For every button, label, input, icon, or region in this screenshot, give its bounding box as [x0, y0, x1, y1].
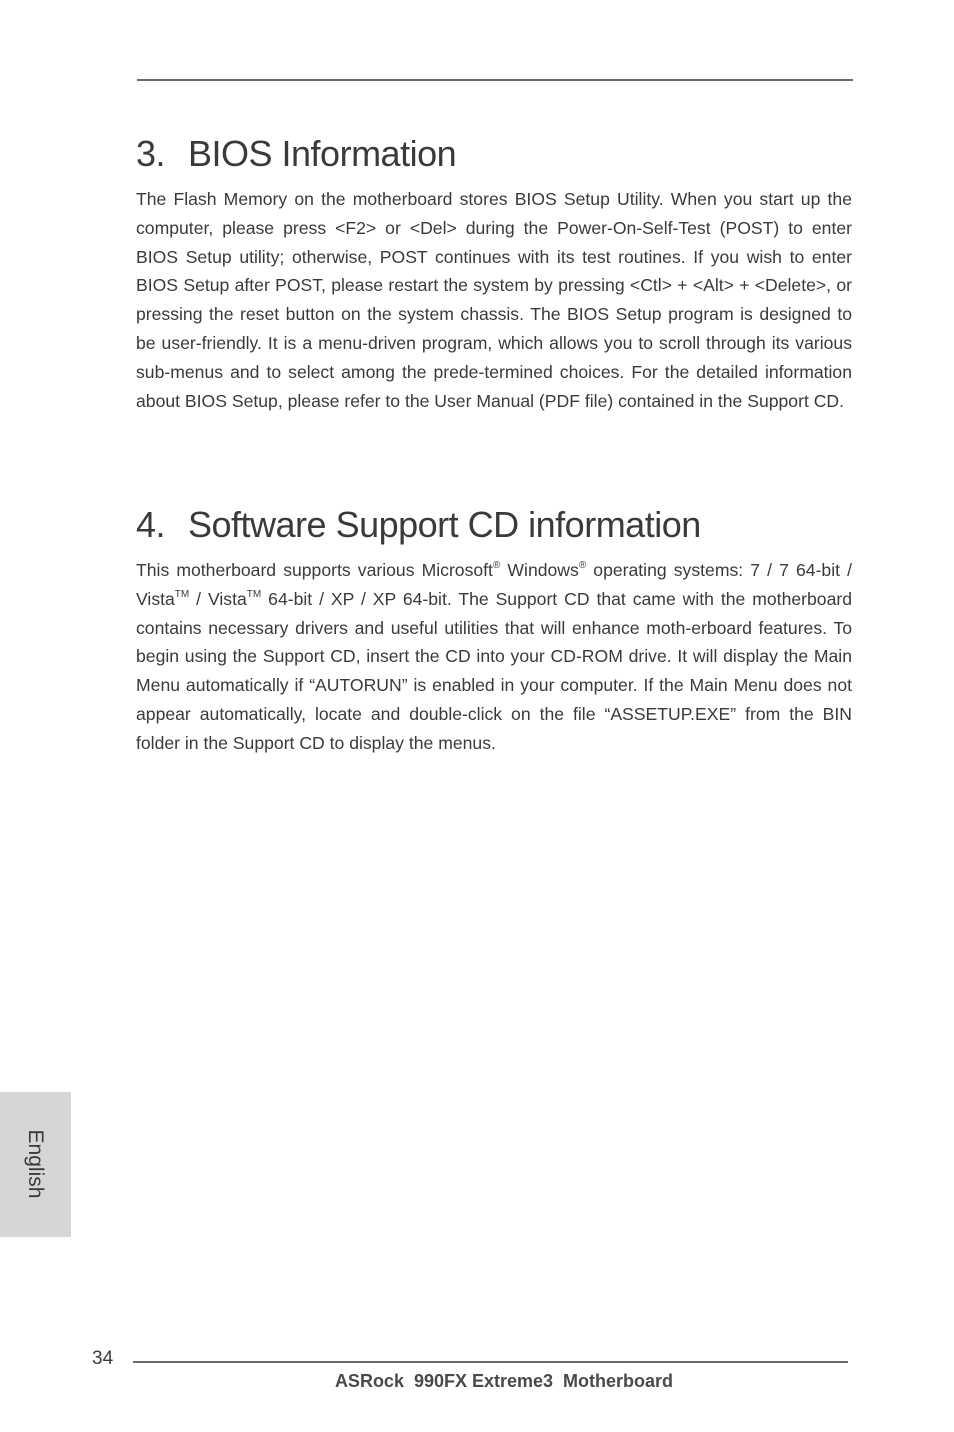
- section-title: Software Support CD information: [188, 504, 701, 545]
- body-text-part: 64-bit / XP / XP 64-bit. The Support CD that came with the motherboard contains necessary drivers and useful utilities that will enhance moth-erboard features. To begin using the Support CD, insert the CD into your CD-ROM drive. It will display the Main Menu automatically if “AUTORUN” is enabled in your computer. If the Main Menu does not appear automatically, locate and double-click on the file “ASSETUP.EXE” from the BIN folder in the Support CD to display the menus.: [136, 588, 852, 753]
- language-label: English: [24, 1129, 47, 1199]
- body-text-part: This motherboard supports various Microsoft: [136, 560, 493, 580]
- language-side-tab: [0, 1092, 71, 1237]
- section-software-support-cd: [136, 503, 852, 758]
- trademark-mark: TM: [174, 588, 190, 600]
- section-title: BIOS Information: [188, 133, 457, 174]
- section-body: [136, 556, 852, 758]
- registered-mark: ®: [578, 560, 587, 572]
- section-body: The Flash Memory on the motherboard stores BIOS Setup Utility. When you start up the computer, please press <F2> or <Del> during the Power-On-Self-Test (POST) to enter BIOS Setup utility; otherwise, POST continues with its test routines. If you wish to enter BIOS Setup after POST, please restart the system by pressing <Ctl> + <Alt> + <Delete>, or pressing the reset button on the system chassis. The BIOS Setup program is designed to be user-friendly. It is a menu-driven program, which allows you to scroll through its various sub-menus and to select among the prede-termined choices. For the detailed information about BIOS Setup, please refer to the User Manual (PDF file) contained in the Support CD.: [136, 189, 852, 411]
- header-rule: [137, 79, 853, 81]
- page-number: 34: [92, 1348, 114, 1369]
- section-number: 4.: [136, 504, 166, 545]
- footer-title: ASRock 990FX Extreme3 Motherboard: [334, 1371, 674, 1391]
- section-number: 3.: [136, 133, 166, 174]
- trademark-mark: TM: [246, 588, 262, 600]
- body-text-part: operating systems: 7 / 7 64-bit / Vista: [136, 560, 853, 609]
- body-text-part: / Vista: [189, 588, 247, 609]
- registered-mark: ®: [492, 560, 501, 572]
- section-heading: [136, 503, 852, 547]
- section-bios-information: [136, 132, 852, 415]
- footer-rule: [133, 1361, 848, 1363]
- section-heading: [136, 132, 852, 176]
- body-text-part: Windows: [500, 560, 579, 580]
